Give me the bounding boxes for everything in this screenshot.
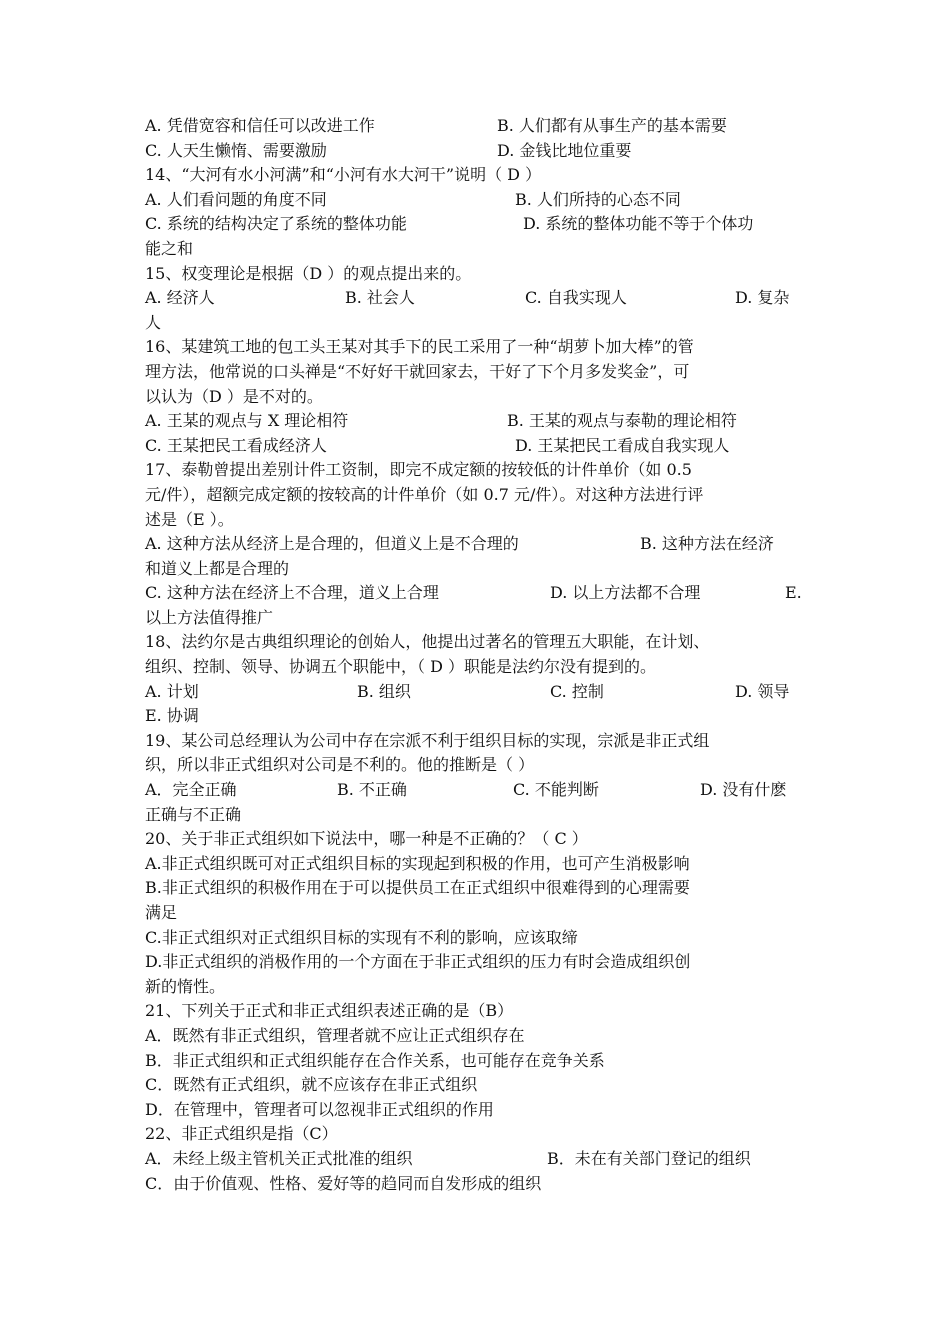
- option-text: D. 领导: [735, 681, 790, 701]
- text-line: 理方法，他常说的口头禅是“不好好干就回家去，干好了下个月多发奖金”，可: [145, 361, 690, 381]
- text-line: [145, 434, 815, 459]
- text-line: 16、某建筑工地的包工头王某对其手下的民工采用了一种“胡萝卜加大棒”的管: [145, 337, 694, 357]
- text-line: 15、权变理论是根据（D ）的观点提出来的。: [145, 263, 472, 283]
- option-text: B. 社会人: [345, 288, 415, 308]
- text-line: 人: [145, 312, 162, 332]
- text-line: 组织、控制、领导、协调五个职能中，（ D ）职能是法约尔没有提到的。: [145, 657, 657, 677]
- text-line: [145, 409, 815, 434]
- text-line: C．由于价值观、性格、爱好等的趋同而自发形成的组织: [145, 1173, 542, 1193]
- option-text: A. 经济人: [145, 288, 215, 308]
- text-line: [145, 286, 815, 311]
- option-text: A. 人们看问题的角度不同: [145, 189, 327, 209]
- text-line: A．既然有非正式组织，管理者就不应让正式组织存在: [145, 1025, 525, 1045]
- text-line: 14、“大河有水小河满”和“小河有水大河干”说明（ D ）: [145, 165, 542, 185]
- option-text: D. 金钱比地位重要: [497, 140, 632, 160]
- option-text: A．完全正确: [145, 780, 237, 800]
- text-line: 新的惰性。: [145, 976, 226, 996]
- text-line: 和道义上都是合理的: [145, 558, 290, 578]
- text-line: 21、下列关于正式和非正式组织表述正确的是（B）: [145, 1001, 514, 1021]
- text-line: 织，所以非正式组织对公司是不利的。他的推断是（ ）: [145, 755, 535, 775]
- text-line: 述是（E ）。: [145, 509, 234, 529]
- text-line: [145, 188, 815, 213]
- option-text: B. 王某的观点与泰勒的理论相符: [507, 411, 737, 431]
- option-text: B. 组织: [357, 681, 411, 701]
- option-text: B. 人们都有从事生产的基本需要: [497, 116, 727, 135]
- option-text: B. 这种方法在经济: [640, 534, 774, 554]
- text-line: B．非正式组织和正式组织能存在合作关系，也可能存在竞争关系: [145, 1050, 605, 1070]
- option-text: C. 控制: [550, 681, 604, 701]
- text-line: [145, 1147, 815, 1172]
- option-text: D. 以上方法都不合理: [550, 583, 701, 603]
- text-line: [145, 532, 815, 557]
- option-text: C. 王某把民工看成经济人: [145, 435, 327, 455]
- option-text: A. 计划: [145, 681, 199, 701]
- option-text: D. 复杂: [735, 288, 790, 308]
- option-text: E.: [785, 583, 802, 603]
- option-text: D. 王某把民工看成自我实现人: [515, 435, 730, 455]
- option-text: B. 人们所持的心态不同: [515, 189, 681, 209]
- option-text: D. 系统的整体功能不等于个体功: [523, 214, 754, 234]
- text-line: B.非正式组织的积极作用在于可以提供员工在正式组织中很难得到的心理需要: [145, 878, 690, 898]
- text-line: A.非正式组织既可对正式组织目标的实现起到积极的作用，也可产生消极影响: [145, 853, 690, 873]
- text-line: 元/件），超额完成定额的按较高的计件单价（如 0.7 元/件）。对这种方法进行评: [145, 484, 704, 504]
- option-text: A. 这种方法从经济上是合理的，但道义上是不合理的: [145, 534, 519, 554]
- option-text: A．未经上级主管机关正式批准的组织: [145, 1148, 413, 1168]
- option-text: C. 不能判断: [513, 780, 599, 800]
- option-text: C. 人天生懒惰、需要激励: [145, 140, 327, 160]
- text-line: 19、某公司总经理认为公司中存在宗派不利于组织目标的实现，宗派是非正式组: [145, 730, 710, 750]
- text-line: 18、法约尔是古典组织理论的创始人，他提出过著名的管理五大职能，在计划、: [145, 632, 710, 652]
- text-line: [145, 778, 815, 803]
- text-line: D．在管理中，管理者可以忽视非正式组织的作用: [145, 1099, 494, 1119]
- option-text: C. 这种方法在经济上不合理，道义上合理: [145, 583, 439, 603]
- text-line: [145, 114, 815, 139]
- option-text: A. 凭借宽容和信任可以改进工作: [145, 116, 375, 135]
- text-line: 22、非正式组织是指（C）: [145, 1124, 338, 1144]
- option-text: C. 系统的结构决定了系统的整体功能: [145, 214, 407, 234]
- text-line: 以上方法值得推广: [145, 607, 274, 627]
- text-line: D.非正式组织的消极作用的一个方面在于非正式组织的压力有时会造成组织创: [145, 952, 691, 972]
- option-text: B. 不正确: [337, 780, 407, 800]
- text-line: 正确与不正确: [145, 804, 242, 824]
- text-line: [145, 212, 815, 237]
- document-body: [145, 114, 815, 1196]
- option-text: C. 自我实现人: [525, 288, 627, 308]
- text-line: 满足: [145, 903, 178, 922]
- text-line: 能之和: [145, 238, 194, 258]
- text-line: [145, 581, 815, 606]
- option-text: B．未在有关部门登记的组织: [547, 1148, 751, 1168]
- text-line: 20、关于非正式组织如下说法中，哪一种是不正确的？（ C ）: [145, 829, 588, 849]
- text-line: [145, 680, 815, 705]
- text-line: [145, 139, 815, 164]
- text-line: 17、泰勒曾提出差别计件工资制，即完不成定额的按较低的计件单价（如 0.5: [145, 460, 692, 480]
- option-text: A. 王某的观点与 X 理论相符: [145, 411, 349, 431]
- text-line: E. 协调: [145, 706, 199, 726]
- option-text: D. 没有什麽: [700, 780, 787, 800]
- text-line: C.非正式组织对正式组织目标的实现有不利的影响，应该取缔: [145, 927, 578, 947]
- text-line: 以认为（D ）是不对的。: [145, 386, 323, 406]
- text-line: C．既然有正式组织，就不应该存在非正式组织: [145, 1075, 478, 1095]
